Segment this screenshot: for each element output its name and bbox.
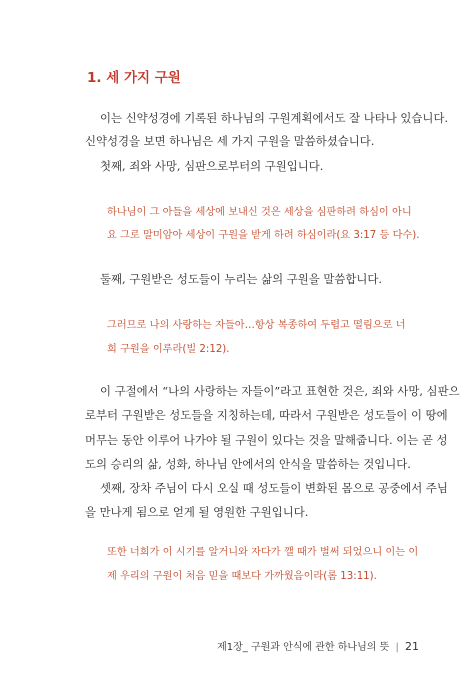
body-line: 도의 승리의 삶, 성화, 하나님 안에서의 안식을 말씀하는 것입니다. <box>85 457 411 471</box>
footer-separator: | <box>395 642 399 653</box>
scripture-quote-line: 하나님이 그 아들을 세상에 보내신 것은 세상을 심판하려 하심이 아니 <box>107 207 412 218</box>
page-footer <box>217 638 419 653</box>
body-line: 로부터 구원받은 성도들을 지칭하는데, 따라서 구원받은 성도들이 이 땅에 <box>85 408 448 422</box>
body-line: 머무는 동안 이루어 나가야 될 구원이 있다는 것을 말해줍니다. 이는 곧 성 <box>85 433 448 447</box>
chapter-title: 제1장_ 구원과 안식에 관한 하나님의 뜻 <box>217 642 390 653</box>
body-line: 을 만나게 됨으로 얻게 될 영원한 구원입니다. <box>85 505 309 519</box>
body-line: 첫째, 죄와 사망, 심판으로부터의 구원입니다. <box>100 159 324 173</box>
page-number: 21 <box>405 640 419 653</box>
scripture-quote-line: 그러므로 나의 사랑하는 자들아…항상 복종하여 두렵고 떨림으로 너 <box>107 320 406 331</box>
scripture-quote-line: 요 그로 말미암아 세상이 구원을 받게 하려 하심이라(요 3:17 등 다수). <box>107 230 420 241</box>
scripture-quote-line: 희 구원을 이루라(빌 2:12). <box>107 344 230 355</box>
scripture-quote-line: 제 우리의 구원이 처음 믿을 때보다 가까웠음이라(롬 13:11). <box>107 571 377 582</box>
section-heading: 1. 세 가지 구원 <box>87 70 181 86</box>
body-line: 둘째, 구원받은 성도들이 누리는 삶의 구원을 말씀합니다. <box>100 272 383 286</box>
body-line: 셋째, 장차 주님이 다시 오실 때 성도들이 변화된 몸으로 공중에서 주님 <box>100 481 448 495</box>
body-line: 신약성경을 보면 하나님은 세 가지 구원을 말씀하셨습니다. <box>85 134 375 148</box>
scripture-quote-line: 또한 너희가 이 시기를 알거니와 자다가 깰 때가 벌써 되었으니 이는 이 <box>107 547 419 558</box>
body-line: 이는 신약성경에 기록된 하나님의 구원계획에서도 잘 나타나 있습니다. <box>100 111 449 125</box>
body-line: 이 구절에서 “나의 사랑하는 자들이”라고 표현한 것은, 죄와 사망, 심판으 <box>100 384 460 398</box>
